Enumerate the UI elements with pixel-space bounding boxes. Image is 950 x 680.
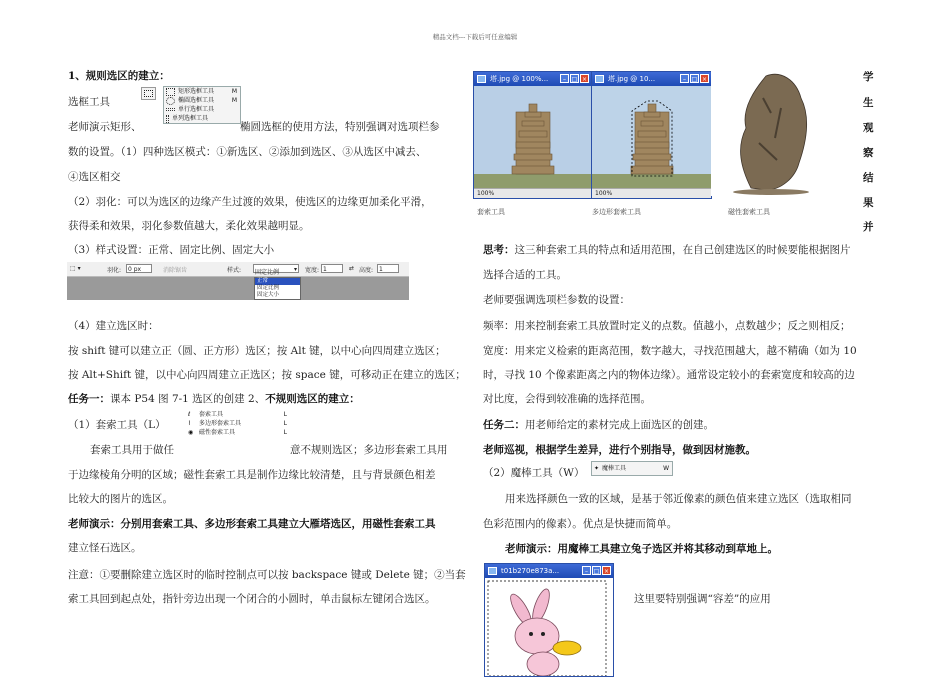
pagoda-image-1 (474, 86, 591, 188)
minimize-icon[interactable]: – (680, 74, 689, 83)
caption-polygon-lasso: 多边形套索工具 (592, 208, 641, 216)
magic-wand-item[interactable]: ✦ 魔棒工具 W (594, 465, 669, 472)
frequency-text: 频率：用来控制套索工具放置时定义的点数。值越小，点数越少；反之则相反； (483, 320, 851, 332)
lasso-tool-menu (186, 410, 290, 437)
lasso-item[interactable]: ℓ 套索工具 L (188, 411, 287, 418)
chevron-down-icon: ▾ (293, 266, 297, 273)
close-icon[interactable]: × (701, 76, 708, 83)
width-text-2: 时，寻找 10 个像素距离之内的物体边缘）。通常设定较小的套索宽度和较高的边 (483, 369, 855, 381)
antialias-checkbox[interactable]: 消除锯齿 (163, 267, 188, 274)
close-icon[interactable]: × (581, 76, 588, 83)
text-alt-shift: 按 Alt+Shift 键，以中心向四周建立正选区；按 space 键，可移动正在建立的选区； (68, 369, 466, 381)
text-shift: 按 shift 键可以建立正（圆、正方形）选区；按 Alt 键，以中心向四周建立选区； (68, 345, 446, 357)
magic-wand-icon: ✦ (594, 465, 600, 472)
lasso-icon: ℓ (188, 411, 191, 418)
patrol-text: 老师巡视，根据学生差异，进行个别指导，做到因材施教。 (483, 444, 756, 456)
rabbit-image (485, 578, 613, 676)
side-char-7: 并 (863, 221, 874, 233)
text-line-c: ④选区相交 (68, 171, 121, 183)
window-2-status: 100% (592, 188, 711, 198)
polygon-lasso-icon: ⌇ (188, 420, 191, 427)
rabbit-window[interactable] (484, 563, 614, 677)
text-lasso-pre: 套索工具用于做任 (90, 444, 174, 456)
marquee-item-row[interactable]: 单行选框工具 (164, 105, 240, 114)
caption-magnetic-lasso: 磁性套索工具 (728, 208, 770, 216)
width-label: 宽度: (305, 267, 320, 274)
text-lasso-3: 比较大的图片的选区。 (68, 493, 173, 505)
magic-wand-menu (591, 461, 673, 476)
rabbit-window-titlebar[interactable]: t01b270e873a... – □ × (485, 564, 613, 578)
text-feather-2: 获得柔和效果，羽化参数值越大，柔化效果越明显。 (68, 220, 310, 232)
options-strip (67, 262, 409, 277)
maximize-icon[interactable]: □ (571, 76, 578, 83)
rect-marquee-icon (166, 88, 175, 96)
text-line-b: 数的设置。（1）四种选区模式：①新选区、②添加到选区、③从选区中减去、 (68, 146, 427, 158)
feather-input[interactable]: 0 px (126, 264, 152, 273)
magic-wand-desc-1: 用来选择颜色一致的区域，是基于邻近像素的颜色值来建立选区（选取相同 (505, 493, 852, 505)
teacher-demo-1: 老师演示：分别用套索工具、多边形套索工具建立大雁塔选区，用磁性套索工具 (68, 518, 436, 530)
feather-label: 羽化: (107, 267, 122, 274)
marquee-item-col[interactable]: 单列选框工具 (164, 114, 240, 123)
pagoda-window-1[interactable] (473, 71, 592, 199)
minimize-icon[interactable]: – (560, 74, 569, 83)
maximize-icon[interactable]: □ (593, 568, 600, 575)
height-label: 高度: (359, 267, 374, 274)
caption-lasso: 套索工具 (477, 208, 505, 216)
single-row-icon (166, 108, 175, 111)
tolerance-note: 这里要特别强调“容差”的应用 (634, 593, 771, 605)
text-lasso-2: 于边缘棱角分明的区域；磁性套索工具是制作边缘比较清楚，且与背景颜色相差 (68, 469, 436, 481)
note-1: 注意：①要删除建立选区时的临时控制点可以按 backspace 键或 Delete 键；②当套 (68, 569, 466, 581)
marquee-label: 选框工具 (68, 96, 110, 108)
text-create: （4）建立选区时： (68, 320, 159, 332)
ellipse-marquee-icon (166, 97, 175, 105)
text-line-a-post: 椭圆选框的使用方法，特别强调对选项栏参 (240, 121, 440, 133)
side-char-5: 结 (863, 172, 874, 184)
style-dropdown (254, 277, 301, 300)
text-line-a-pre: 老师演示矩形、 (68, 121, 142, 133)
options-bar (67, 262, 409, 300)
window-1-status: 100% (474, 188, 591, 198)
page-header: 精品文档---下载后可任意编辑 (432, 33, 518, 41)
width-text-3: 对比度，会得到较准确的选择范围。 (483, 393, 651, 405)
minimize-icon[interactable]: – (582, 566, 591, 575)
think-text-2: 选择合适的工具。 (483, 269, 567, 281)
height-input[interactable]: 1 (377, 264, 399, 273)
text-style: （3）样式设置：正常、固定比例、固定大小 (68, 244, 275, 256)
style-option-normal[interactable]: 正常 (255, 278, 300, 285)
photoshop-icon (595, 75, 604, 83)
task-two: 任务二：用老师给定的素材完成上面选区的创建。 (483, 419, 714, 431)
magnetic-lasso-item[interactable]: ◉ 磁性套索工具 L (188, 429, 287, 436)
polygon-lasso-item[interactable]: ⌇ 多边形套索工具 L (188, 420, 287, 427)
style-option-ratio[interactable]: 固定比例 (257, 285, 280, 291)
marquee-item-ellipse[interactable]: 椭圆选框工具 M (164, 96, 240, 105)
magnetic-lasso-icon: ◉ (188, 429, 194, 436)
magic-wand-label: （2）魔棒工具（W） (483, 467, 585, 479)
marquee-item-rect[interactable]: 矩形选框工具 M (164, 87, 240, 96)
note-2: 索工具回到起点处，指针旁边出现一个闭合的小圆时，单击鼠标左键闭合选区。 (68, 593, 436, 605)
task-one: 任务一：课本 P54 图 7-1 选区的创建 2、不规则选区的建立： (68, 393, 360, 405)
rock-image (711, 68, 825, 196)
width-input[interactable]: 1 (321, 264, 343, 273)
marquee-tool-icon[interactable] (141, 87, 156, 100)
pagoda-window-2[interactable] (591, 71, 712, 199)
lasso-label: （1）套索工具（L） (68, 419, 166, 431)
close-icon[interactable]: × (603, 568, 610, 575)
marquee-tool-menu (163, 86, 241, 124)
side-char-2: 生 (863, 97, 874, 109)
options-tool-icon[interactable]: ⬚ ▾ (70, 265, 81, 272)
maximize-icon[interactable]: □ (691, 76, 698, 83)
magic-wand-desc-2: 色彩范围内的像素）。优点是快捷而简单。 (483, 518, 678, 530)
side-char-1: 学 (863, 71, 874, 83)
swap-icon[interactable]: ⇄ (349, 265, 355, 272)
side-char-4: 察 (863, 147, 874, 159)
text-feather: （2）羽化：可以为选区的边缘产生过渡的效果，使选区的边缘更加柔化平滑， (68, 196, 432, 208)
side-char-6: 果 (863, 197, 874, 209)
width-text-1: 宽度：用来定义检索的距离范围，数字越大，寻找范围越大，越不精确（如为 10 (483, 345, 857, 357)
single-column-icon (166, 115, 169, 123)
teacher-demo-2: 老师演示：用魔棒工具建立兔子选区并将其移动到草地上。 (505, 543, 778, 555)
think-text: 思考：这三种套索工具的特点和适用范围，在自己创建选区的时候要能根据图片 (483, 244, 851, 256)
side-char-3: 观 (863, 122, 874, 134)
window-1-titlebar[interactable]: 塔.jpg @ 100%... – □ × (474, 72, 591, 86)
style-option-size[interactable]: 固定大小 (257, 292, 280, 298)
options-intro: 老师要强调选项栏参数的设置： (483, 294, 630, 306)
teacher-demo-1b: 建立怪石选区。 (68, 542, 142, 554)
photoshop-icon (477, 75, 486, 83)
photoshop-icon (488, 567, 497, 575)
pagoda-image-2 (592, 86, 711, 188)
window-2-titlebar[interactable]: 塔.jpg @ 10... – □ × (592, 72, 711, 86)
style-label: 样式: (227, 267, 242, 274)
text-lasso-post: 意不规则选区；多边形套索工具用 (290, 444, 448, 456)
style-select[interactable]: 固定比例 ▾ (255, 266, 297, 276)
heading-regular-selection: 1、规则选区的建立： (68, 70, 170, 82)
